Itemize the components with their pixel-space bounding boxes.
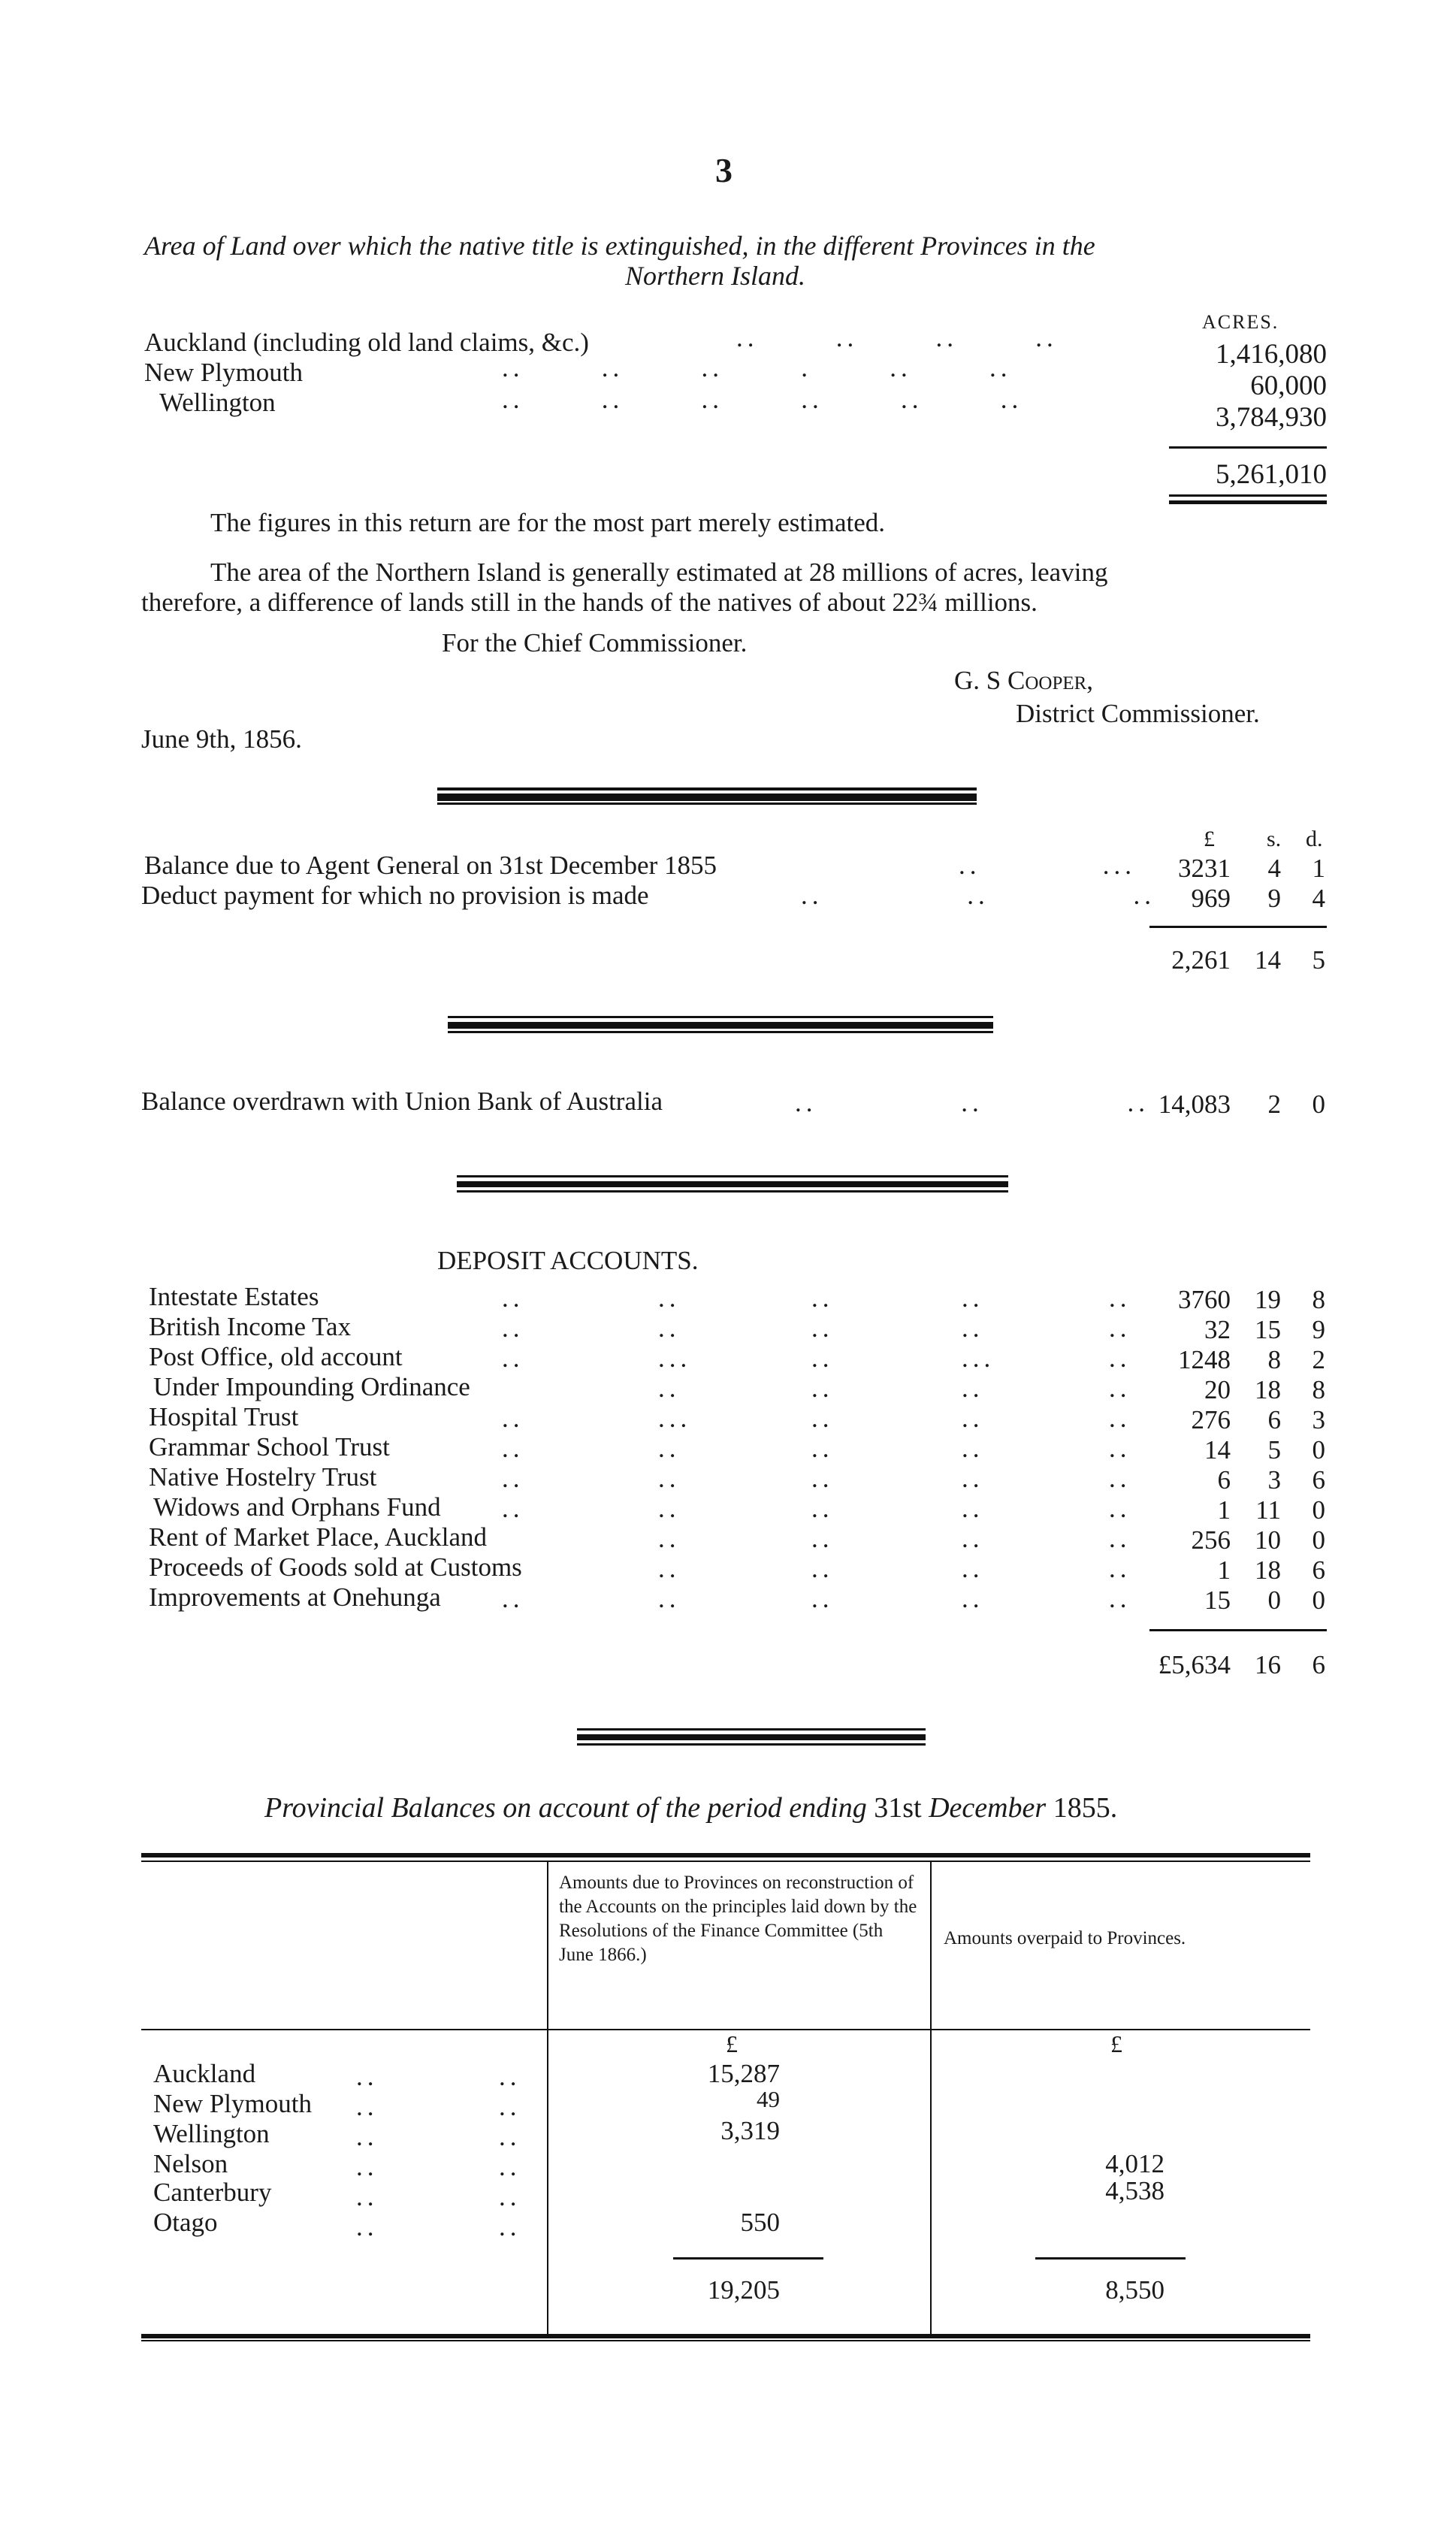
- land-row-value: 60,000: [1250, 370, 1327, 401]
- section-divider: [577, 1743, 926, 1746]
- agent-row-label: Balance due to Agent General on 31st December 1855: [144, 851, 717, 880]
- deposit-row-label: Widows and Orphans Fund: [153, 1492, 441, 1522]
- amount-pounds: 20: [1204, 1375, 1231, 1404]
- leader-dots: .. .. ... .. ... .. .. .. .. .. ..: [658, 1283, 692, 1613]
- leader-dots: .. .. .. ..: [736, 323, 1058, 352]
- amount-shillings: 18: [1255, 1375, 1281, 1404]
- pound-header: £: [1204, 827, 1215, 851]
- leader-dots: .. .. ... .. .. .. .. .. .. .. ..: [962, 1283, 995, 1613]
- amount-shillings: 15: [1255, 1315, 1281, 1344]
- deposit-total-shillings: 16: [1255, 1650, 1281, 1679]
- document-date: June 9th, 1856.: [141, 724, 302, 754]
- total-rule-thick: [1169, 500, 1327, 504]
- section-divider: [448, 1022, 993, 1029]
- amount-pence: 0: [1312, 1525, 1325, 1555]
- amount-pounds: 15: [1204, 1585, 1231, 1615]
- agent-total-pence: 5: [1312, 945, 1325, 975]
- land-note-1: The figures in this return are for the most part merely estimated.: [210, 508, 886, 537]
- province-label: Canterbury: [153, 2178, 272, 2207]
- amount-pence: 6: [1312, 1555, 1325, 1585]
- leader-dots: .. .. .. .. .. ..: [499, 2062, 521, 2241]
- deposit-row-label: Hospital Trust: [149, 1402, 299, 1431]
- amount-pounds: 3231: [1178, 854, 1231, 883]
- table-top-rule-thin: [141, 1861, 1310, 1862]
- pence-header: d.: [1306, 827, 1323, 851]
- amount-shillings: 5: [1267, 1435, 1281, 1465]
- amount-pence: 0: [1312, 1435, 1325, 1465]
- agent-total-shillings: 14: [1255, 945, 1281, 975]
- province-due: 49: [757, 2086, 780, 2112]
- deposit-row-label: Post Office, old account: [149, 1342, 403, 1371]
- signatory-title: District Commissioner.: [1016, 699, 1260, 728]
- deposit-title: DEPOSIT ACCOUNTS.: [437, 1246, 699, 1275]
- leader-dots: .. .. .. . .. ..: [502, 353, 1012, 382]
- amount-shillings: 19: [1255, 1285, 1281, 1314]
- province-due: 550: [740, 2208, 780, 2237]
- amount-pence: 8: [1312, 1285, 1325, 1314]
- section-divider: [457, 1181, 1008, 1187]
- section-divider: [437, 803, 977, 805]
- agent-row-label: Deduct payment for which no provision is made: [141, 881, 649, 910]
- amount-shillings: 18: [1255, 1555, 1281, 1585]
- amount-shillings: 8: [1267, 1345, 1281, 1374]
- sum-rule: [673, 2257, 823, 2260]
- amount-pence: 8: [1312, 1375, 1325, 1404]
- amount-pounds: 32: [1204, 1315, 1231, 1344]
- signatory-name: G. S Cooper,: [954, 666, 1094, 695]
- land-row-label: Auckland (including old land claims, &c.): [144, 328, 589, 357]
- provincial-title: [264, 1791, 1117, 1824]
- agent-total-pounds: 2,261: [1171, 945, 1231, 975]
- land-row-value: 1,416,080: [1216, 339, 1327, 370]
- land-row-label: Wellington: [159, 388, 276, 417]
- deposit-row-label: British Income Tax: [149, 1312, 352, 1341]
- deposit-row-label: Proceeds of Goods sold at Customs: [149, 1552, 522, 1582]
- amount-pounds: 256: [1191, 1525, 1231, 1555]
- section-divider: [437, 793, 977, 801]
- page-number: 3: [715, 151, 733, 189]
- section-divider: [448, 1031, 993, 1033]
- col-due-header: Amounts due to Provinces on reconstruction of the Accounts on the principles laid down by the Resolutions of the Finance Committee (5th June 1866.): [559, 1873, 917, 1965]
- amount-pounds: 1: [1217, 1495, 1231, 1525]
- amount-pence: 9: [1312, 1315, 1325, 1344]
- provincial-title-b: December: [929, 1792, 1047, 1824]
- amount-pence: 2: [1312, 1345, 1325, 1374]
- province-due: 15,287: [707, 2059, 780, 2088]
- col-over-header: Amounts overpaid to Provinces.: [944, 1928, 1186, 1948]
- section-divider: [577, 1728, 926, 1731]
- leader-dots: .. ...: [959, 851, 1136, 880]
- bank-label: Balance overdrawn with Union Bank of Australia: [141, 1087, 663, 1116]
- land-note-2a: The area of the Northern Island is generally estimated at 28 millions of acres, leaving: [210, 558, 1108, 587]
- amount-pence: 1: [1312, 854, 1325, 883]
- bank-pence: 0: [1312, 1090, 1325, 1119]
- deposit-row-label: Intestate Estates: [149, 1282, 319, 1311]
- bank-shillings: 2: [1267, 1090, 1281, 1119]
- for-chief-commissioner: For the Chief Commissioner.: [442, 628, 748, 657]
- provincial-title-a: Provincial Balances on account of the period ending: [264, 1792, 867, 1824]
- province-due: 3,319: [720, 2116, 780, 2145]
- amount-pounds: 1: [1217, 1555, 1231, 1585]
- total-rule: [1169, 494, 1327, 497]
- table-top-rule: [141, 1853, 1310, 1857]
- leader-dots: .. .. .. .. .. ..: [502, 385, 1023, 414]
- province-label: Nelson: [153, 2149, 228, 2178]
- column-divider: [930, 1861, 932, 2335]
- total-due: 19,205: [707, 2275, 780, 2305]
- leader-dots: .. .. .. .. .. .. .. ..: [502, 1283, 524, 1613]
- deposit-row-label: Under Impounding Ordinance: [153, 1372, 470, 1401]
- land-note-2b: therefore, a difference of lands still in the hands of the natives of about 22¾ millions.: [141, 588, 1038, 617]
- section-divider: [577, 1734, 926, 1740]
- column-divider: [547, 1861, 548, 2335]
- land-total: 5,261,010: [1216, 459, 1327, 490]
- table-bottom-rule-thin: [141, 2340, 1310, 2341]
- amount-pounds: 1248: [1178, 1345, 1231, 1374]
- amount-pence: 4: [1312, 884, 1325, 913]
- amount-shillings: 10: [1255, 1525, 1281, 1555]
- acres-unit: ACRES.: [1202, 311, 1279, 333]
- amount-pounds: 969: [1191, 884, 1231, 913]
- land-row-value: 3,784,930: [1216, 402, 1327, 433]
- provincial-title-year: 1855.: [1053, 1792, 1118, 1824]
- amount-pounds: 6: [1217, 1465, 1231, 1495]
- province-label: Auckland: [153, 2059, 256, 2088]
- sum-rule: [1149, 926, 1327, 928]
- province-label: Otago: [153, 2208, 218, 2237]
- section-divider: [457, 1190, 1008, 1192]
- amount-shillings: 11: [1255, 1495, 1281, 1525]
- amount-shillings: 9: [1267, 884, 1281, 913]
- amount-pounds: 276: [1191, 1405, 1231, 1434]
- amount-shillings: 4: [1267, 854, 1281, 883]
- land-title-line1: Area of Land over which the native title is extinguished, in the different Provinces in the: [144, 231, 1095, 261]
- amount-shillings: 0: [1267, 1585, 1281, 1615]
- amount-pence: 0: [1312, 1495, 1325, 1525]
- deposit-row-label: Native Hostelry Trust: [149, 1462, 377, 1492]
- amount-pounds: 14: [1204, 1435, 1231, 1465]
- amount-pence: 0: [1312, 1585, 1325, 1615]
- province-over: 4,538: [1105, 2176, 1164, 2205]
- deposit-row-label: Rent of Market Place, Auckland: [149, 1522, 488, 1552]
- sum-rule: [1035, 2257, 1186, 2260]
- provincial-title-date: 31st: [874, 1792, 922, 1824]
- leader-dots: .. .. ..: [795, 1088, 1149, 1117]
- deposit-total-pounds: £5,634: [1158, 1650, 1231, 1679]
- bank-pounds: 14,083: [1158, 1090, 1231, 1119]
- deposit-row-label: Improvements at Onehunga: [149, 1582, 441, 1612]
- currency-over: £: [1110, 2030, 1122, 2057]
- leader-dots: .. .. ..: [801, 881, 1155, 910]
- province-label: New Plymouth: [153, 2089, 312, 2118]
- land-title-line2: Northern Island.: [625, 261, 806, 291]
- total-over: 8,550: [1105, 2275, 1164, 2305]
- amount-pence: 3: [1312, 1405, 1325, 1434]
- currency-due: £: [726, 2030, 738, 2057]
- amount-shillings: 3: [1267, 1465, 1281, 1495]
- sum-rule: [1149, 1629, 1327, 1631]
- deposit-row-label: Grammar School Trust: [149, 1432, 390, 1462]
- section-divider: [457, 1175, 1008, 1177]
- leader-dots: .. .. .. .. .. .. .. .. .. .. ..: [1109, 1283, 1131, 1613]
- sum-rule: [1169, 446, 1327, 449]
- shillings-header: s.: [1267, 827, 1282, 851]
- leader-dots: .. .. .. .. .. ..: [356, 2062, 379, 2241]
- province-label: Wellington: [153, 2119, 270, 2148]
- amount-pence: 6: [1312, 1465, 1325, 1495]
- deposit-total-pence: 6: [1312, 1650, 1325, 1679]
- amount-pounds: 3760: [1178, 1285, 1231, 1314]
- section-divider: [448, 1016, 993, 1018]
- table-bottom-rule: [141, 2334, 1310, 2338]
- province-over: 4,012: [1105, 2149, 1164, 2178]
- land-row-label: New Plymouth: [144, 358, 303, 387]
- amount-shillings: 6: [1267, 1405, 1281, 1434]
- leader-dots: .. .. .. .. .. .. .. .. .. .. ..: [811, 1283, 834, 1613]
- section-divider: [437, 787, 977, 790]
